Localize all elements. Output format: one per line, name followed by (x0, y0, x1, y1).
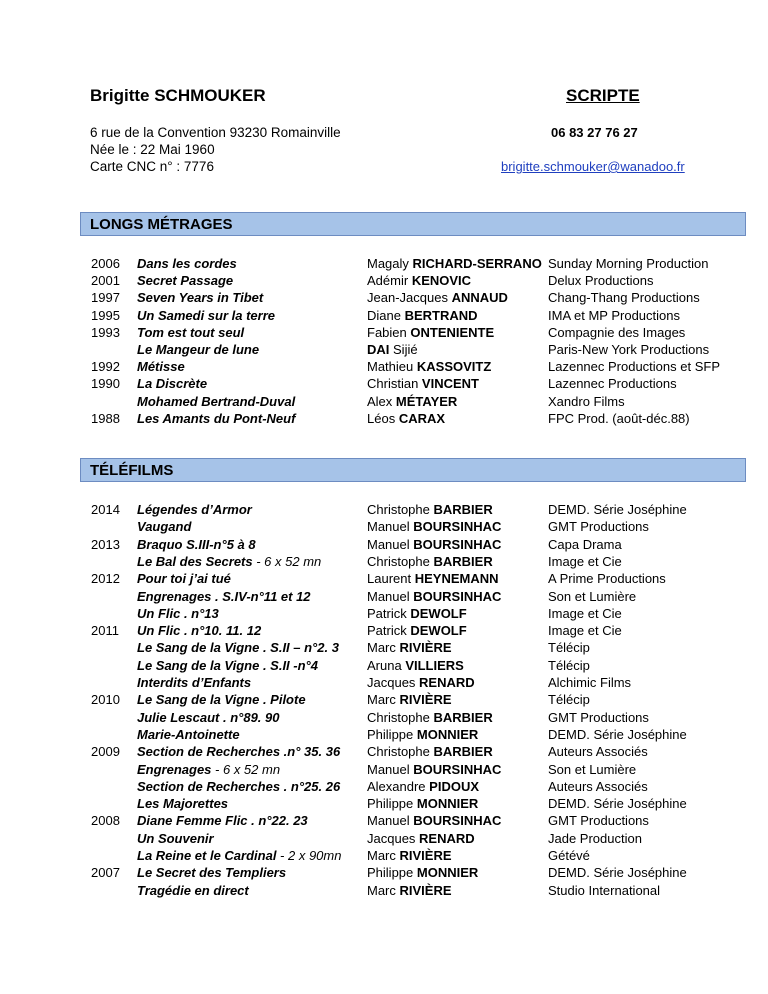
credit-title: Pour toi j’ai tué (137, 571, 231, 587)
credit-director (367, 393, 457, 410)
credit-year: 2007 (91, 865, 120, 881)
cnc-card: Carte CNC n° : 7776 (90, 159, 214, 174)
director-last-name: MONNIER (416, 726, 479, 742)
credit-production: GMT Productions (548, 709, 649, 725)
credit-year: 1990 (91, 376, 120, 392)
credit-director (367, 255, 542, 272)
director-first-name: Diane (367, 307, 401, 323)
credit-row (0, 536, 768, 553)
credit-title: Le Mangeur de lune (137, 342, 260, 357)
credit-row (0, 501, 768, 518)
director-last-name: VINCENT (421, 376, 479, 392)
credit-director (367, 657, 464, 674)
section-title: LONGS MÉTRAGES (90, 216, 233, 233)
credit-production: Alchimic Films (548, 675, 632, 690)
credit-director (367, 726, 478, 743)
director-last-name: DAI (367, 342, 390, 357)
director-first-name: Christophe (367, 502, 430, 517)
credit-production: Gétévé (548, 848, 590, 863)
job-title: SCRIPTE (566, 86, 640, 105)
credit-row (0, 812, 768, 829)
section-header-longs (80, 212, 746, 236)
credit-row (0, 882, 768, 899)
credit-title: Engrenages - 6 x 52 mn (137, 761, 281, 777)
director-extra-name: Sijié (393, 342, 418, 357)
credit-title: Julie Lescaut . n°89. 90 (137, 709, 280, 725)
credit-director (367, 847, 452, 864)
credit-production: Paris-New York Productions (548, 342, 710, 357)
credit-year: 2001 (91, 273, 120, 289)
director-first-name: Christophe (367, 709, 430, 725)
credit-year: 2012 (91, 571, 120, 587)
director-last-name: RIVIÈRE (399, 848, 452, 863)
credit-year: 2011 (91, 623, 119, 639)
credit-director (367, 588, 501, 605)
credit-director (367, 709, 493, 726)
credit-production: Xandro Films (548, 393, 625, 409)
credit-row (0, 622, 768, 639)
credit-director (367, 605, 467, 622)
credit-title: Seven Years in Tibet (137, 290, 264, 306)
credit-year: 1993 (91, 324, 120, 340)
address: 6 rue de la Convention 93230 Romainville (90, 125, 341, 140)
credit-row (0, 605, 768, 622)
credit-director (367, 882, 452, 899)
credit-production: Studio International (548, 882, 661, 898)
director-first-name: Manuel (367, 813, 410, 829)
credit-row (0, 272, 768, 289)
director-last-name: RIVIÈRE (399, 692, 452, 708)
credit-title: Le Sang de la Vigne . Pilote (137, 692, 306, 708)
credit-title: La Discrète (137, 376, 208, 392)
credit-title: Interdits d’Enfants (137, 675, 252, 690)
credit-director (367, 324, 494, 341)
credit-production: GMT Productions (548, 519, 649, 535)
credit-director (367, 761, 501, 778)
credit-production: DEMD. Série Joséphine (548, 796, 687, 812)
credit-title: Le Secret des Templiers (137, 865, 287, 881)
credit-director (367, 795, 478, 812)
director-first-name: Patrick (367, 605, 407, 621)
credit-production: Son et Lumière (548, 761, 637, 777)
email-link[interactable]: brigitte.schmouker@wanadoo.fr (501, 159, 685, 174)
credit-title: Dans les cordes (137, 256, 237, 271)
credit-director (367, 674, 475, 691)
credit-row (0, 639, 768, 656)
credit-row (0, 307, 768, 324)
director-first-name: Manuel (367, 536, 410, 552)
credit-production: Télécip (548, 640, 590, 656)
credit-row (0, 570, 768, 587)
credit-row (0, 778, 768, 795)
credit-title: Braquo S.III-n°5 à 8 (137, 536, 256, 552)
credit-row (0, 518, 768, 535)
credit-director (367, 639, 452, 656)
credit-title: Le Bal des Secrets - 6 x 52 mn (137, 553, 322, 569)
credit-title: Le Sang de la Vigne . S.II -n°4 (137, 657, 318, 673)
director-first-name: Jean-Jacques (367, 290, 448, 306)
credit-director (367, 553, 493, 570)
credit-row (0, 674, 768, 691)
credit-row (0, 657, 768, 674)
credit-year: 2014 (91, 502, 120, 517)
section-header-telefilms (80, 458, 746, 482)
director-first-name: Adémir (367, 273, 409, 289)
director-first-name: Alexandre (367, 778, 426, 794)
credit-row (0, 393, 768, 410)
credit-title: Métisse (137, 359, 185, 375)
credit-production: Auteurs Associés (548, 744, 648, 760)
credit-year: 1992 (91, 359, 120, 375)
director-last-name: BOURSINHAC (413, 761, 502, 777)
director-first-name: Jacques (367, 675, 416, 690)
credit-production: Télécip (548, 692, 590, 708)
credit-production: Image et Cie (548, 553, 622, 569)
credit-title: La Reine et le Cardinal - 2 x 90mn (137, 848, 342, 863)
credit-production: Image et Cie (548, 605, 622, 621)
director-last-name: ONTENIENTE (410, 324, 495, 340)
credit-row (0, 795, 768, 812)
credit-director (367, 341, 418, 358)
credit-row (0, 358, 768, 375)
credit-production: Auteurs Associés (548, 778, 648, 794)
director-first-name: Philippe (367, 726, 414, 742)
director-last-name: RIVIÈRE (399, 882, 452, 898)
director-last-name: PIDOUX (429, 778, 480, 794)
director-first-name: Philippe (367, 796, 414, 812)
credit-title: Section de Recherches .n° 35. 36 (137, 744, 341, 760)
credit-year: 2013 (91, 536, 120, 552)
director-last-name: KENOVIC (411, 273, 472, 289)
credit-year: 1995 (91, 307, 120, 323)
credit-row (0, 341, 768, 358)
credit-production: Lazennec Productions et SFP (548, 359, 720, 375)
credit-director (367, 358, 491, 375)
credit-row (0, 691, 768, 708)
director-first-name: Fabien (367, 324, 407, 340)
director-last-name: RIVIÈRE (399, 640, 452, 656)
credit-title-suffix: - 6 x 52 mn (252, 553, 322, 569)
credit-production: Delux Productions (548, 273, 654, 289)
credit-director (367, 501, 493, 518)
director-first-name: Marc (367, 640, 396, 656)
director-first-name: Magaly (367, 256, 409, 271)
director-last-name: DEWOLF (410, 605, 467, 621)
credit-director (367, 518, 501, 535)
credit-director (367, 410, 445, 427)
director-last-name: KASSOVITZ (416, 359, 492, 375)
director-first-name: Christian (367, 376, 419, 392)
credit-director (367, 743, 493, 760)
director-first-name: Marc (367, 848, 396, 863)
director-first-name: Marc (367, 692, 396, 708)
credit-production: GMT Productions (548, 813, 649, 829)
credit-year: 2006 (91, 256, 120, 271)
director-first-name: Aruna (367, 657, 402, 673)
director-last-name: DEWOLF (410, 623, 467, 639)
credit-title: Section de Recherches . n°25. 26 (137, 778, 341, 794)
director-last-name: RICHARD-SERRANO (412, 256, 542, 271)
credit-production: Jade Production (548, 830, 642, 846)
director-last-name: CARAX (398, 410, 446, 426)
credit-title: Le Sang de la Vigne . S.II – n°2. 3 (137, 640, 339, 656)
credit-director (367, 830, 475, 847)
credit-production: Compagnie des Images (548, 324, 686, 340)
credit-title: Un Souvenir (137, 830, 214, 846)
director-first-name: Mathieu (367, 359, 414, 375)
director-last-name: ANNAUD (451, 290, 508, 306)
credit-year: 1988 (91, 410, 120, 426)
director-first-name: Manuel (367, 588, 410, 604)
director-last-name: MÉTAYER (395, 393, 458, 409)
credit-production: A Prime Productions (548, 571, 666, 587)
credit-production: DEMD. Série Joséphine (548, 502, 687, 517)
director-first-name: Léos (367, 410, 396, 426)
credit-director (367, 691, 452, 708)
credit-year: 2009 (91, 744, 120, 760)
director-last-name: BARBIER (433, 709, 493, 725)
credit-director (367, 622, 467, 639)
director-last-name: BARBIER (433, 744, 493, 760)
director-last-name: RENARD (419, 830, 475, 846)
credit-row (0, 588, 768, 605)
credit-title-suffix: - 6 x 52 mn (211, 761, 281, 777)
credit-year: 2010 (91, 692, 120, 708)
director-last-name: MONNIER (416, 865, 479, 881)
credit-title: Tragédie en direct (137, 882, 249, 898)
director-first-name: Philippe (367, 865, 414, 881)
credit-title: Un Flic . n°10. 11. 12 (137, 623, 262, 639)
director-first-name: Christophe (367, 744, 430, 760)
credit-title: Diane Femme Flic . n°22. 23 (137, 813, 308, 829)
credit-production: Image et Cie (548, 623, 622, 639)
credit-title: Vaugand (137, 519, 192, 535)
credit-director (367, 778, 479, 795)
director-first-name: Alex (367, 393, 393, 409)
credit-title: Les Majorettes (137, 796, 229, 812)
section-title: TÉLÉFILMS (90, 462, 174, 479)
credit-director (367, 864, 478, 881)
director-first-name: Christophe (367, 553, 430, 569)
credit-row (0, 864, 768, 881)
credit-row (0, 847, 768, 864)
director-first-name: Jacques (367, 830, 416, 846)
birth-date: Née le : 22 Mai 1960 (90, 142, 215, 157)
credit-production: DEMD. Série Joséphine (548, 726, 687, 742)
director-last-name: BOURSINHAC (413, 536, 502, 552)
director-last-name: BOURSINHAC (413, 813, 502, 829)
director-first-name: Manuel (367, 761, 410, 777)
credit-director (367, 812, 501, 829)
credit-title: Tom est tout seul (137, 324, 245, 340)
credit-production: Son et Lumière (548, 588, 637, 604)
credit-row (0, 324, 768, 341)
credit-director (367, 289, 508, 306)
credit-director (367, 570, 499, 587)
credit-director (367, 536, 501, 553)
credit-title: Les Amants du Pont-Neuf (137, 410, 296, 426)
phone-number: 06 83 27 76 27 (551, 125, 638, 140)
director-last-name: VILLIERS (405, 657, 464, 673)
credit-row (0, 830, 768, 847)
credit-title: Un Samedi sur la terre (137, 307, 275, 323)
credit-production: Chang-Thang Productions (548, 290, 700, 306)
credit-title: Marie-Antoinette (137, 726, 240, 742)
credit-title: Secret Passage (137, 273, 234, 289)
credit-title: Engrenages . S.IV-n°11 et 12 (137, 588, 311, 604)
director-last-name: HEYNEMANN (414, 571, 499, 587)
credit-title: Mohamed Bertrand-Duval (137, 393, 296, 409)
credit-title: Légendes d’Armor (137, 502, 252, 517)
director-last-name: MONNIER (416, 796, 479, 812)
director-last-name: BOURSINHAC (413, 588, 502, 604)
director-first-name: Patrick (367, 623, 407, 639)
credit-row (0, 743, 768, 760)
director-last-name: BARBIER (433, 502, 493, 517)
credit-row (0, 726, 768, 743)
credit-director (367, 375, 479, 392)
credit-row (0, 255, 768, 272)
credit-director (367, 272, 471, 289)
director-last-name: BERTRAND (404, 307, 478, 323)
credit-row (0, 761, 768, 778)
credit-row (0, 289, 768, 306)
credit-production: IMA et MP Productions (548, 307, 680, 323)
credit-row (0, 375, 768, 392)
director-first-name: Marc (367, 882, 396, 898)
credit-production: Lazennec Productions (548, 376, 677, 392)
credit-row (0, 553, 768, 570)
credit-production: DEMD. Série Joséphine (548, 865, 687, 881)
director-last-name: RENARD (419, 675, 475, 690)
credit-production: Sunday Morning Production (548, 256, 709, 271)
credit-title-suffix: - 2 x 90mn (276, 848, 342, 863)
credit-director (367, 307, 478, 324)
credit-year: 2008 (91, 813, 120, 829)
director-first-name: Manuel (367, 519, 410, 535)
credit-production: FPC Prod. (août-déc.88) (548, 410, 690, 426)
credit-year: 1997 (91, 290, 120, 306)
person-name: Brigitte SCHMOUKER (90, 86, 266, 105)
credit-row (0, 709, 768, 726)
director-last-name: BARBIER (433, 553, 493, 569)
credit-production: Capa Drama (548, 536, 622, 552)
director-first-name: Laurent (367, 571, 412, 587)
credit-title: Un Flic . n°13 (137, 605, 219, 621)
director-last-name: BOURSINHAC (413, 519, 502, 535)
credit-production: Télécip (548, 657, 590, 673)
credit-row (0, 410, 768, 427)
